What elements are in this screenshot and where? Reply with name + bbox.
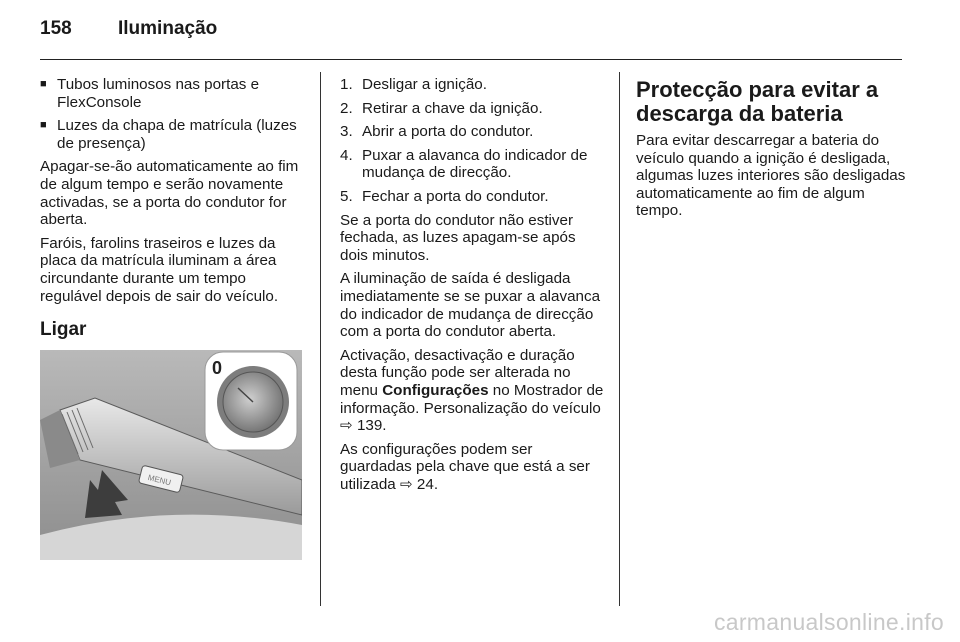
page-reference[interactable]: 24. — [416, 475, 439, 493]
list-item: ■ Tubos luminosos nas portas e FlexConsole — [40, 76, 260, 111]
column-divider-1 — [320, 72, 321, 606]
page-header — [40, 18, 217, 40]
list-item: 3. Abrir a porta do condutor. — [340, 123, 534, 141]
list-item: 5. Fechar a porta do condutor. — [340, 187, 549, 205]
column-2 — [340, 76, 605, 499]
watermark: carmanualsonline.info — [713, 609, 944, 635]
paragraph: Faróis, farolins traseiros e luzes da placa da matrícula iluminam a área circundante durante um tempo regulável depois de sair do veículo. — [40, 234, 279, 305]
paragraph: Activação, desactivação e duração desta função pode ser alterada no menu Configurações no Mostrador de informação. Personalização do veículo ⇨ 139. — [340, 346, 604, 435]
page-title: Iluminação — [118, 18, 218, 39]
menu-name: Configurações — [382, 381, 489, 399]
page-reference-arrow-icon: ⇨ — [399, 475, 413, 493]
paragraph: As configurações podem ser guardadas pela chave que está a ser utilizada ⇨ 24. — [340, 440, 590, 493]
page-reference-arrow-icon: ⇨ — [340, 417, 353, 435]
square-bullet-icon: ■ — [40, 78, 47, 90]
page-reference[interactable]: 139. — [356, 417, 387, 435]
paragraph: Apagar-se-ão automaticamente ao fim de algum tempo e serão novamente activadas, se a porta do condutor for aberta. — [40, 158, 299, 229]
menu-button-label: MENU — [146, 472, 172, 488]
page-number: 158 — [40, 18, 72, 39]
position-callout: 0 — [212, 358, 223, 378]
column-3 — [636, 78, 906, 226]
square-bullet-icon: ■ — [40, 119, 47, 132]
paragraph: A iluminação de saída é desligada imediatamente se se puxar a alavanca do indicador de mudança de direcção com a porta do condutor aberta. — [340, 270, 601, 341]
paragraph: Para evitar descarregar a bateria do veículo quando a ignição é desligada, algumas luzes interiores são desligadas automaticamente ao fim de algum tempo. — [636, 132, 906, 220]
column-1 — [40, 76, 305, 339]
list-item: 2. Retirar a chave da ignição. — [340, 99, 543, 117]
list-item: 1. Desligar a ignição. — [340, 76, 487, 93]
headlight-switch-illustration — [40, 350, 302, 560]
paragraph: Se a porta do condutor não estiver fechada, as luzes apagam-se após dois minutos. — [340, 211, 576, 264]
list-item: 4. Puxar a alavanca do indicador de mudança de direcção. — [340, 146, 588, 182]
list-item: ■ Luzes da chapa de matrícula (luzes de presença) — [40, 117, 297, 152]
subheading-ligar: Ligar — [40, 319, 87, 341]
column-divider-2 — [619, 72, 620, 606]
header-rule — [40, 59, 902, 60]
section-heading: Protecção para evitar a descarga da bateria — [636, 77, 879, 126]
